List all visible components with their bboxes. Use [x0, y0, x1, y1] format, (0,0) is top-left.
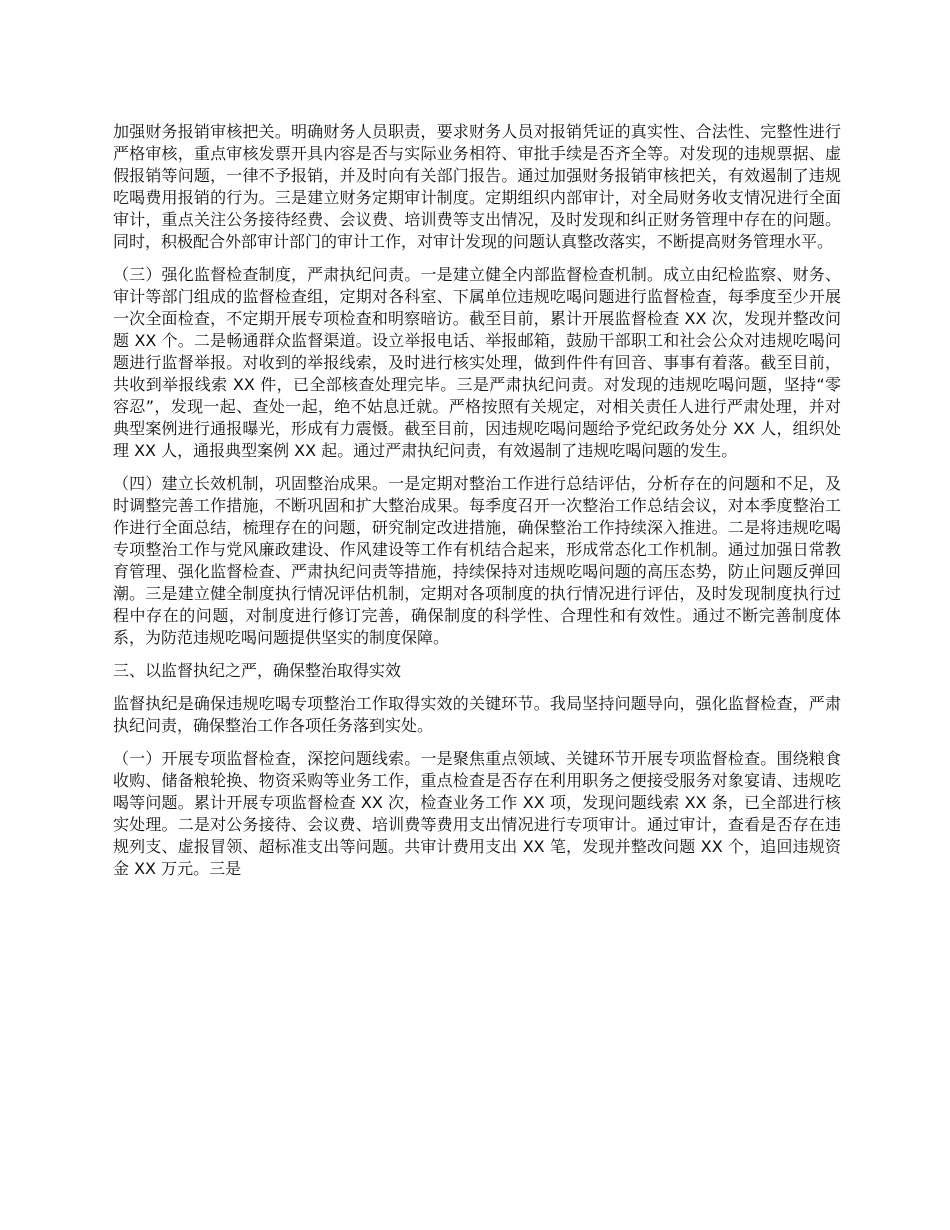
section-heading: 三、以监督执纪之严，确保整治取得实效 — [113, 661, 402, 680]
paragraph-section-intro: 监督执纪是确保违规吃喝专项整治工作取得实效的关键环节。我局坚持问题导向，强化监督检查，严肃执纪问责，确保整治工作各项任务落到实处。 — [113, 694, 841, 735]
document-page — [113, 121, 841, 891]
paragraph-finance-audit: 加强财务报销审核把关。明确财务人员职责，要求财务人员对报销凭证的真实性、合法性、完整性进行严格审核，重点审核发票开具内容是否与实际业务相符、审批手续是否齐全等。对发现的违规票据、虚假报销等问题，一律不予报销，并及时向有关部门报告。通过加强财务报销审核把关，有效遏制了违规吃喝费用报销的行为。三是建立财务定期审计制度。定期组织内部审计，对全局财务收支情况进行全面审计，重点关注公务接待经费、会议费、培训费等支出情况，及时发现和纠正财务管理中存在的问题。同时，积极配合外部审计部门的审计工作，对审计发现的问题认真整改落实，不断提高财务管理水平。 — [113, 122, 841, 251]
paragraph-special-inspection: （一）开展专项监督检查，深挖问题线索。一是聚焦重点领域、关键环节开展专项监督检查。围绕粮食收购、储备粮轮换、物资采购等业务工作，重点检查是否存在利用职务之便接受服务对象宴请、违规吃喝等问题。累计开展专项监督检查 XX 次，检查业务工作 XX 项，发现问题线索 XX 条，已全部进行核实处理。二是对公务接待、会议费、培训费等费用支出情况进行专项审计。通过审计，查看是否存在违规列支、虚报冒领、超标准支出等问题。共审计费用支出 XX 笔，发现并整改问题 XX 个，追回违规资金 XX 万元。三是 — [113, 749, 841, 878]
paragraph-long-term-mechanism: （四）建立长效机制，巩固整治成果。一是定期对整治工作进行总结评估，分析存在的问题和不足，及时调整完善工作措施，不断巩固和扩大整治成果。每季度召开一次整治工作总结会议，对本季度整治工作进行全面总结，梳理存在的问题，研究制定改进措施，确保整治工作持续深入推进。二是将违规吃喝专项整治工作与党风廉政建设、作风建设等工作有机结合起来，形成常态化工作机制。通过加强日常教育管理、强化监督检查、严肃执纪问责等措施，持续保持对违规吃喝问题的高压态势，防止问题反弹回潮。三是建立健全制度执行情况评估机制，定期对各项制度的执行情况进行评估，及时发现制度执行过程中存在的问题，对制度进行修订完善，确保制度的科学性、合理性和有效性。通过不断完善制度体系，为防范违规吃喝问题提供坚实的制度保障。 — [113, 474, 841, 647]
paragraph-supervision-system: （三）强化监督检查制度，严肃执纪问责。一是建立健全内部监督检查机制。成立由纪检监察、财务、审计等部门组成的监督检查组，定期对各科室、下属单位违规吃喝问题进行监督检查，每季度至少开展一次全面检查，不定期开展专项检查和明察暗访。截至目前，累计开展监督检查 XX 次，发现并整改问题 XX 个。二是畅通群众监督渠道。设立举报电话、举报邮箱，鼓励干部职工和社会公众对违规吃喝问题进行监督举报。对收到的举报线索，及时进行核实处理，做到件件有回音、事事有着落。截至目前，共收到举报线索 XX 件，已全部核查处理完毕。三是严肃执纪问责。对发现的违规吃喝问题，坚持“零容忍”，发现一起、查处一起，绝不姑息迁就。严格按照有关规定，对相关责任人进行严肃处理，并对典型案例进行通报曝光，形成有力震慑。截至目前，因违规吃喝问题给予党纪政务处分 XX 人，组织处理 XX 人，通报典型案例 XX 起。通过严肃执纪问责，有效遏制了违规吃喝问题的发生。 — [113, 265, 841, 460]
